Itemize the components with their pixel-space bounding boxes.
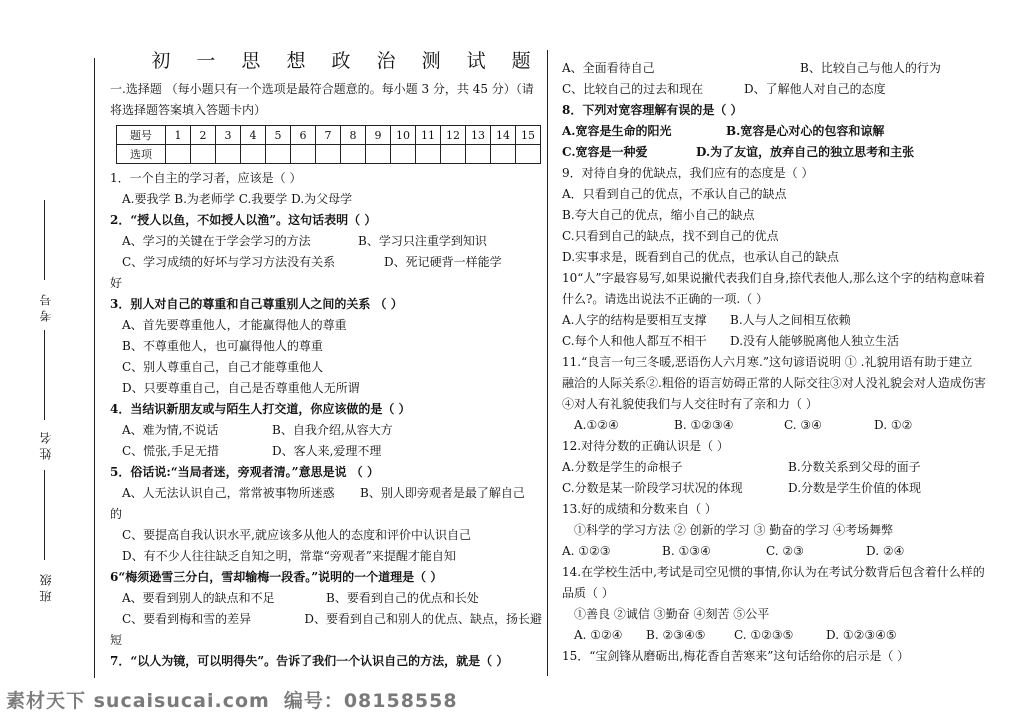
- option-c: C. ①②③⑤: [734, 628, 794, 642]
- option-d: D、只要尊重自己，自己是否尊重他人无所谓: [122, 381, 360, 395]
- answer-card-number: 4: [241, 126, 266, 145]
- option-c: C.只看到自己的缺点，找不到自己的优点: [562, 229, 779, 243]
- option-b: B、要看到自己的优点和长处: [326, 591, 479, 605]
- binding-label-class: 班级: [38, 570, 53, 602]
- question-10-row-ab: [562, 310, 954, 331]
- answer-card-number: 12: [441, 126, 466, 145]
- question-1: 1．一个自主的学习者，应该是（ ）: [110, 171, 302, 185]
- option-a: A.分数是学生的命根子: [562, 460, 683, 474]
- answer-card-number: 3: [216, 126, 241, 145]
- answer-cell[interactable]: [291, 145, 316, 164]
- option-d: D、客人来,爱理不理: [272, 444, 382, 458]
- watermark-site: 素材天下 sucaisucai.com: [6, 690, 270, 712]
- option-d: D、了解他人对自己的态度: [744, 82, 886, 96]
- answer-card-answer-row: [117, 145, 541, 164]
- question-7-row-cd: [562, 79, 954, 100]
- answer-cell[interactable]: [466, 145, 491, 164]
- option-c: C、慌张,手足无措: [122, 444, 219, 458]
- answer-cell[interactable]: [391, 145, 416, 164]
- binding-underline-1: [44, 200, 45, 280]
- answer-cell[interactable]: [216, 145, 241, 164]
- question-6-continuation: 短: [110, 633, 123, 647]
- option-a: A、人无法认识自己，常常被事物所迷惑: [122, 486, 335, 500]
- answer-card-number: 15: [516, 126, 541, 145]
- answer-cell[interactable]: [341, 145, 366, 164]
- answer-cell[interactable]: [516, 145, 541, 164]
- question-6-row-cd: [110, 609, 542, 630]
- option-b: B、自我介绍,从容大方: [272, 423, 393, 437]
- question-10-line-1: 10“人”字最容易写,如果说撇代表我们自身,捺代表他人,那么这个字的结构意味着: [562, 271, 985, 285]
- question-9: 9．对待自身的优缺点，我们应有的态度是（ ）: [562, 166, 814, 180]
- answer-cell[interactable]: [441, 145, 466, 164]
- option-c: C.分数是某一阶段学习状况的体现: [562, 481, 743, 495]
- answer-card-number: 14: [491, 126, 516, 145]
- answer-card-number: 13: [466, 126, 491, 145]
- answer-cell[interactable]: [191, 145, 216, 164]
- question-4-row-ab: [110, 420, 542, 441]
- question-5-row-ab: [110, 483, 542, 504]
- option-a: A、难为情,不说话: [122, 423, 219, 437]
- option-b: B、比较自己与他人的行为: [800, 61, 941, 75]
- option-d: D. ①②: [874, 418, 913, 432]
- question-11-line-2: 融洽的人际关系②.粗俗的语言妨碍正常的人际交往③对人没礼貌会对人造成伤害: [562, 376, 986, 390]
- question-11-options: [562, 415, 954, 436]
- question-3: 3．别人对自己的尊重和自己尊重别人之间的关系 （ ）: [110, 297, 403, 311]
- question-2-row-ab: [110, 231, 542, 252]
- question-14-options: [562, 625, 954, 646]
- option-c: C、比较自己的过去和现在: [562, 82, 704, 96]
- answer-card-number: 1: [166, 126, 191, 145]
- option-d: D.分数是学生价值的体现: [788, 481, 922, 495]
- answer-card-number: 11: [416, 126, 441, 145]
- section-instructions-1: 一.选择题 （每小题只有一个选项是最符合题意的。每小题 3 分，共 45 分）（请: [110, 82, 534, 96]
- option-d: D. ①②③④⑤: [826, 628, 897, 642]
- answer-card-row-label: 选项: [117, 145, 166, 164]
- answer-cell[interactable]: [316, 145, 341, 164]
- option-c: C、别人尊重自己，自己才能尊重他人: [122, 360, 324, 374]
- question-6-row-ab: [110, 588, 542, 609]
- option-a: A、学习的关键在于学会学习的方法: [122, 234, 311, 248]
- option-b: B、学习只注重学到知识: [358, 234, 487, 248]
- option-b: B.夸大自己的优点，缩小自己的缺点: [562, 208, 755, 222]
- binding-margin: [0, 40, 96, 680]
- answer-card-header-row: [117, 126, 541, 145]
- answer-card-number: 5: [266, 126, 291, 145]
- option-a: A、首先要尊重他人，才能赢得他人的尊重: [122, 318, 347, 332]
- question-11-line-1: 11.“良言一句三冬暖,恶语伤人六月寒.”这句谚语说明 ① .礼貌用语有助于建立: [562, 355, 973, 369]
- option-a: A.人字的结构是要相互支撑: [562, 313, 707, 327]
- binding-field-exam-number: [30, 290, 60, 322]
- option-c: C、学习成绩的好坏与学习方法没有关系: [122, 255, 336, 269]
- question-13: 13.好的成绩和分数来自（ ）: [562, 502, 717, 516]
- question-2: 2．“授人以鱼，不如授人以渔”。这句话表明（ ）: [110, 213, 377, 227]
- question-10-line-2: 什么?。请选出说法不正确的一项.（ ）: [562, 292, 769, 306]
- question-8-row-ab: [562, 121, 954, 142]
- question-6: 6“梅须逊雪三分白，雪却输梅一段香。”说明的一个道理是（ ）: [110, 570, 443, 584]
- question-13-options: [562, 541, 954, 562]
- option-a: A. ①②④: [574, 628, 623, 642]
- answer-cell[interactable]: [416, 145, 441, 164]
- option-a: A.①②④: [574, 418, 619, 432]
- option-c: C.每个人和他人都互不相干: [562, 334, 707, 348]
- binding-underline-3: [44, 470, 45, 560]
- question-2-row-cd: [110, 252, 542, 273]
- answer-card-number: 7: [316, 126, 341, 145]
- question-7: 7．“以人为镜，可以明得失”。告诉了我们一个认识自己的方法，就是（ ）: [110, 654, 509, 668]
- question-4-row-cd: [110, 441, 542, 462]
- answer-card-number: 2: [191, 126, 216, 145]
- option-c: C、要提高自我认识水平,就应该多从他人的态度和评价中认识自己: [122, 528, 471, 542]
- binding-underline-2: [44, 330, 45, 420]
- question-8: 8．下列对宽容理解有误的是（ ）: [562, 103, 743, 117]
- option-d: D.实事求是，既看到自己的优点，也承认自己的缺点: [562, 250, 840, 264]
- exam-title: 初 一 思 想 政 治 测 试 题: [151, 50, 541, 72]
- right-column: [562, 58, 986, 667]
- question-14-line-2: 品质（ ）: [562, 586, 614, 600]
- question-11-line-3: ④对人有礼貌使我们与人交往时有了亲和力（ ）: [562, 397, 818, 411]
- question-4: 4．当结识新朋友或与陌生人打交道，你应该做的是（ ）: [110, 402, 411, 416]
- answer-cell[interactable]: [491, 145, 516, 164]
- option-d: D、死记硬背一样能学: [384, 255, 502, 269]
- option-a: A、要看到别人的缺点和不足: [122, 591, 275, 605]
- option-c: C、要看到梅和雪的差异: [122, 612, 252, 626]
- option-d: D.没有人能够脱离他人独立生活: [730, 334, 900, 348]
- answer-cell[interactable]: [241, 145, 266, 164]
- answer-card-number: 8: [341, 126, 366, 145]
- question-12: 12.对待分数的正确认识是（ ）: [562, 439, 729, 453]
- answer-cell[interactable]: [166, 145, 191, 164]
- question-5: 5．俗话说:“当局者迷，旁观者清。”意思是说 （ ）: [110, 465, 379, 479]
- answer-card-label: 题号: [117, 126, 166, 145]
- question-13-items: ①科学的学习方法 ② 创新的学习 ③ 勤奋的学习 ④考场舞弊: [574, 523, 894, 537]
- column-divider: [547, 50, 548, 676]
- option-a: A.宽容是生命的阳光: [562, 124, 672, 138]
- question-1-options: A.要我学 B.为老师学 C.我要学 D.为父母学: [122, 192, 353, 206]
- binding-field-class: [30, 570, 60, 602]
- watermark-code: 编号：08158558: [283, 690, 458, 712]
- question-15: 15．“宝剑锋从磨砺出,梅花香自苦寒来”这句话给你的启示是（ ）: [562, 649, 910, 663]
- binding-label-name: 姓名: [38, 428, 53, 460]
- option-a: A．只看到自己的优点，不承认自己的缺点: [562, 187, 787, 201]
- option-c: C.宽容是一种爱: [562, 145, 648, 159]
- option-a: A、全面看待自己: [562, 61, 655, 75]
- option-c: C. ②③: [766, 544, 804, 558]
- answer-card-number: 9: [366, 126, 391, 145]
- answer-card-number: 10: [391, 126, 416, 145]
- option-a: A. ①②③: [562, 544, 611, 558]
- option-d: D、有不少人往往缺乏自知之明，常靠“旁观者”来提醒才能自知: [122, 549, 456, 563]
- question-7-row-ab: [562, 58, 954, 79]
- option-b: B. ①②③④: [674, 418, 734, 432]
- binding-line: [94, 58, 95, 678]
- question-8-row-cd: [562, 142, 954, 163]
- answer-cell[interactable]: [366, 145, 391, 164]
- option-b: B、别人即旁观者是最了解自己: [360, 486, 525, 500]
- answer-cell[interactable]: [266, 145, 291, 164]
- left-column: [110, 46, 542, 672]
- binding-label-exam-number: 考号: [38, 290, 53, 322]
- option-d: D、要看到自己和别人的优点、缺点，扬长避: [304, 612, 542, 626]
- option-b: B.人与人之间相互依赖: [730, 313, 851, 327]
- question-10-row-cd: [562, 331, 954, 352]
- answer-card-table: [116, 125, 541, 164]
- watermark: [6, 686, 458, 713]
- option-b: B.宽容是心对心的包容和谅解: [726, 124, 885, 138]
- binding-field-name: [30, 428, 60, 460]
- option-d: D.为了友谊，放弃自己的独立思考和主张: [696, 145, 915, 159]
- option-b: B.分数关系到父母的面子: [788, 460, 921, 474]
- question-14-line-1: 14.在学校生活中,考试是司空见惯的事情,你认为在考试分数背后包含着什么样的: [562, 565, 985, 579]
- question-12-row-ab: [562, 457, 954, 478]
- option-b: B. ②③④⑤: [646, 628, 706, 642]
- option-d: D. ②④: [866, 544, 905, 558]
- question-2-continuation: 好: [110, 276, 123, 290]
- question-14-items: ①善良 ②诚信 ③勤奋 ④刻苦 ⑤公平: [574, 607, 770, 621]
- section-instructions-2: 将选择题答案填入答题卡内）: [110, 103, 267, 117]
- option-c: C. ③④: [784, 418, 822, 432]
- option-b: B. ①③④: [662, 544, 711, 558]
- question-12-row-cd: [562, 478, 954, 499]
- option-b: B、不尊重他人，也可赢得他人的尊重: [122, 339, 323, 353]
- answer-card-number: 6: [291, 126, 316, 145]
- question-5-continuation: 的: [110, 507, 123, 521]
